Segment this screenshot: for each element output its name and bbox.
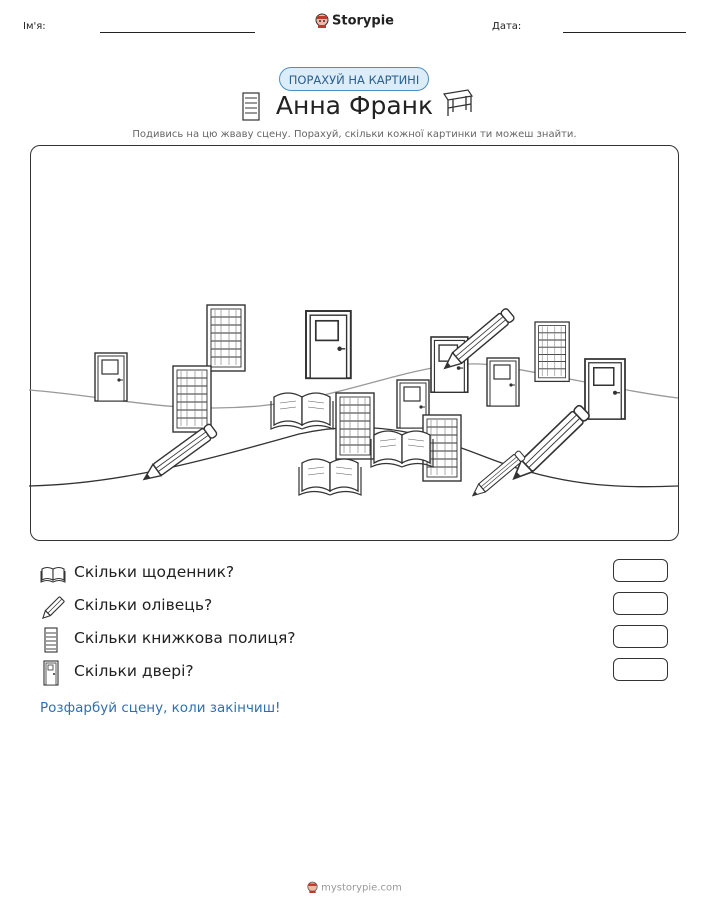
brand-name: Storypie bbox=[332, 13, 394, 29]
name-line[interactable] bbox=[100, 32, 255, 33]
activity-badge: ПОРАХУЙ НА КАРТИНІ bbox=[279, 67, 429, 91]
coloring-note: Розфарбуй сцену, коли закінчиш! bbox=[40, 700, 281, 716]
answer-box-pencil[interactable] bbox=[613, 592, 668, 615]
storypie-mascot-icon bbox=[307, 881, 318, 894]
door-icon bbox=[40, 660, 66, 686]
counting-scene bbox=[30, 145, 679, 541]
stool-icon bbox=[441, 88, 475, 120]
door-item bbox=[95, 353, 127, 401]
answer-box-bookshelf[interactable] bbox=[613, 625, 668, 648]
name-label: Ім'я: bbox=[23, 21, 46, 32]
instructions: Подивись на цю жваву сцену. Порахуй, скільки кожної картинки ти можеш знайти. bbox=[132, 129, 577, 140]
footer bbox=[0, 881, 709, 894]
brand-logo bbox=[0, 13, 709, 29]
book-icon bbox=[40, 561, 66, 587]
date-label: Дата: bbox=[492, 21, 522, 32]
answer-box-book[interactable] bbox=[613, 559, 668, 582]
pencil-icon bbox=[40, 594, 66, 620]
question-text: Скільки двері? bbox=[74, 662, 194, 680]
question-text: Скільки книжкова полиця? bbox=[74, 629, 296, 647]
date-line[interactable] bbox=[563, 32, 686, 33]
question-text: Скільки щоденник? bbox=[74, 563, 235, 581]
answer-box-door[interactable] bbox=[613, 658, 668, 681]
question-text: Скільки олівець? bbox=[74, 596, 213, 614]
bookshelf-icon bbox=[40, 627, 66, 653]
storypie-mascot-icon bbox=[315, 13, 329, 29]
page-title: Анна Франк bbox=[275, 91, 434, 120]
footer-url[interactable]: mystorypie.com bbox=[321, 882, 402, 894]
scene-illustration bbox=[29, 144, 678, 540]
